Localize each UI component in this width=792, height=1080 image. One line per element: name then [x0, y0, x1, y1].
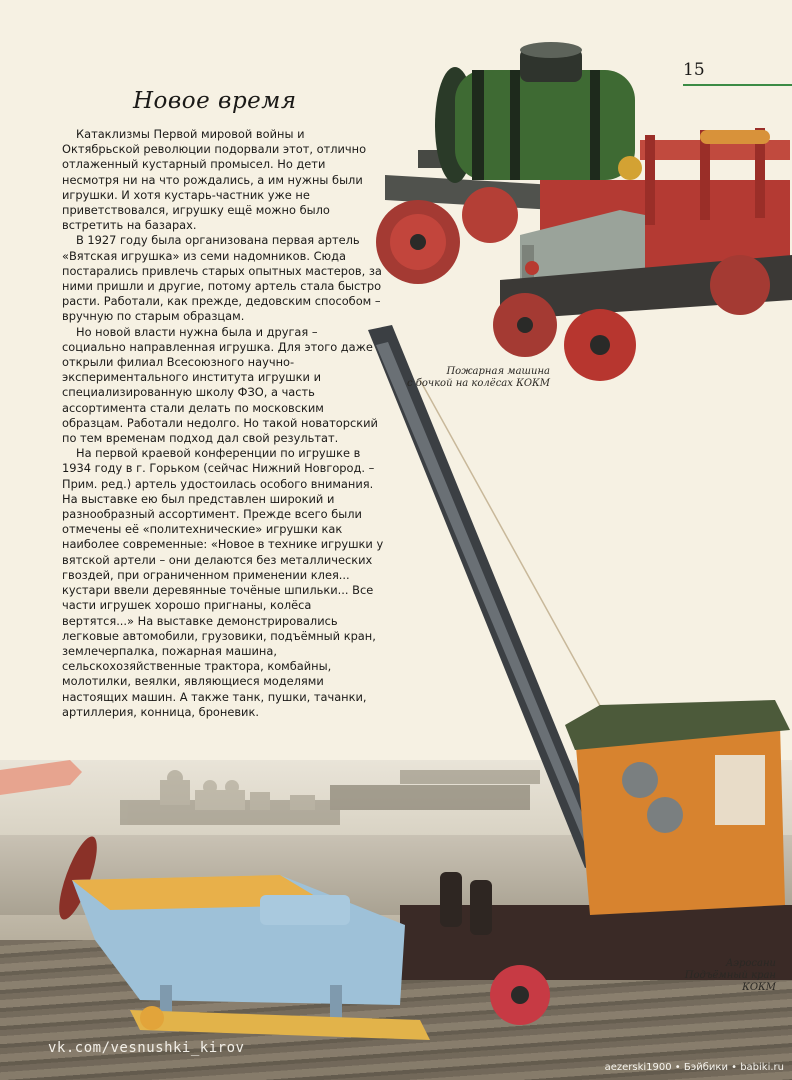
- section-title: Новое время: [133, 88, 297, 114]
- crane-toy: [368, 325, 792, 1025]
- fire-truck-caption: [400, 366, 550, 390]
- caption-line: с бочкой на колёсах КОКМ: [406, 378, 550, 389]
- caption-line: КОКМ: [742, 982, 776, 993]
- caption-line: Подъёмный кран: [684, 970, 776, 981]
- aerosled-toy: [52, 833, 430, 1040]
- article-body: [62, 127, 384, 720]
- pencil-stroke: [0, 760, 82, 795]
- header-rule: [683, 84, 792, 86]
- page-number: 15: [683, 60, 705, 80]
- paragraph: Но новой власти нужна была и другая – социально направленная игрушка. Для этого даже открыли филиал Всесоюзного научно-экспериментального института игрушки и специализированную школу ФЗО, а часть ассортимента стали делать по московским образцам. Работали недолго. Но такой новаторский по тем временам подход дал свой результат.: [62, 324, 378, 446]
- town-silhouette: [120, 770, 540, 825]
- caption-line: Пожарная машина: [446, 366, 550, 377]
- paragraph: Катаклизмы Первой мировой войны и Октябрьской революции подорвали этот, отлично отлаженный кустарный промысел. Но дети несмотря ни на что рождались, а им нужны были игрушки. И хотя кустарь-частник уже не приветствовался, игрушку ещё можно было встретить на базарах.: [62, 127, 367, 233]
- paragraph: В 1927 году была организована первая артель «Вятская игрушка» из семи надомников. Сюда постарались привлечь старых опытных мастеров, за ними пришли и другие, потому артель стала быстро расти. Работали, как прежде, дедовским способом – вручную по старым образцам.: [62, 233, 382, 324]
- fire-truck-toy: [376, 42, 792, 381]
- watermark-babiki: aezerski1900 • Бэйбики • babiki.ru: [604, 1062, 784, 1073]
- crane-caption: [640, 958, 776, 994]
- caption-line: Аэросани: [725, 958, 776, 969]
- watermark-vk: vk.com/vesnushki_kirov: [48, 1040, 245, 1056]
- paragraph: На первой краевой конференции по игрушке в 1934 году в г. Горьком (сейчас Нижний Новгород. – Прим. ред.) артель удостоилась особого внимания. На выставке ею был представлен широкий и разнообразный ассортимент. Прежде всего были отмечены её «политехнические» игрушки как наиболее современные: «Новое в технике игрушки у вятской артели – они делаются без металлических гвоздей, при ограниченном применении клея... кустари ввели деревянные точёные шпильки... Все части игрушек хорошо пригнаны, колёса вертятся...» На выставке демонстрировались легковые автомобили, грузовики, подъёмный кран, землечерпалка, пожарная машина, сельскохозяйственные трактора, комбайны, молотилки, веялки, являющиеся моделями настоящих машин. А также танк, пушки, тачанки, артиллерия, конница, броневик.: [62, 446, 384, 719]
